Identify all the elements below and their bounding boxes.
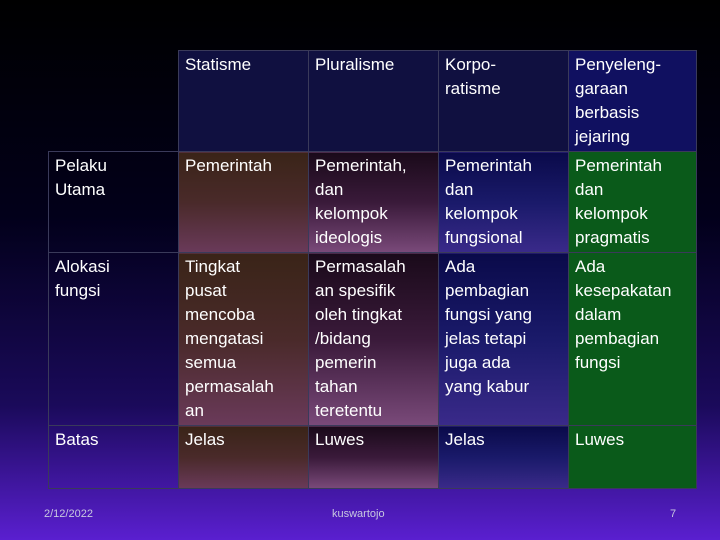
table-cell: Permasalah an spesifik oleh tingkat /bidang pemerin tahan teretentu xyxy=(309,253,439,426)
header-row xyxy=(49,51,697,152)
table-cell: Luwes xyxy=(569,426,697,489)
table-cell: Pemerintah xyxy=(179,152,309,253)
header-pluralisme: Pluralisme xyxy=(309,51,439,152)
row-label-batas: Batas xyxy=(49,426,179,489)
table-cell: Jelas xyxy=(439,426,569,489)
row-label-alokasi: Alokasi fungsi xyxy=(49,253,179,426)
table-row xyxy=(49,253,697,426)
table-cell: Pemerintah dan kelompok fungsional xyxy=(439,152,569,253)
table-row xyxy=(49,426,697,489)
header-statisme: Statisme xyxy=(179,51,309,152)
header-blank xyxy=(49,51,179,152)
table-cell: Ada kesepakatan dalam pembagian fungsi xyxy=(569,253,697,426)
table-cell: Jelas xyxy=(179,426,309,489)
footer-date: 2/12/2022 xyxy=(44,508,93,520)
table-cell: Pemerintah, dan kelompok ideologis xyxy=(309,152,439,253)
table-cell: Ada pembagian fungsi yang jelas tetapi juga ada yang kabur xyxy=(439,253,569,426)
table-cell: Pemerintah dan kelompok pragmatis xyxy=(569,152,697,253)
footer-author: kuswartojo xyxy=(332,508,385,520)
footer-page-number: 7 xyxy=(670,508,677,520)
header-jejaring: Penyeleng- garaan berbasis jejaring xyxy=(569,51,697,152)
table-row xyxy=(49,152,697,253)
row-label-pelaku: Pelaku Utama xyxy=(49,152,179,253)
header-korporatisme: Korpo- ratisme xyxy=(439,51,569,152)
comparison-table xyxy=(48,50,697,489)
table-cell: Tingkat pusat mencoba mengatasi semua permasalah an xyxy=(179,253,309,426)
table-cell: Luwes xyxy=(309,426,439,489)
